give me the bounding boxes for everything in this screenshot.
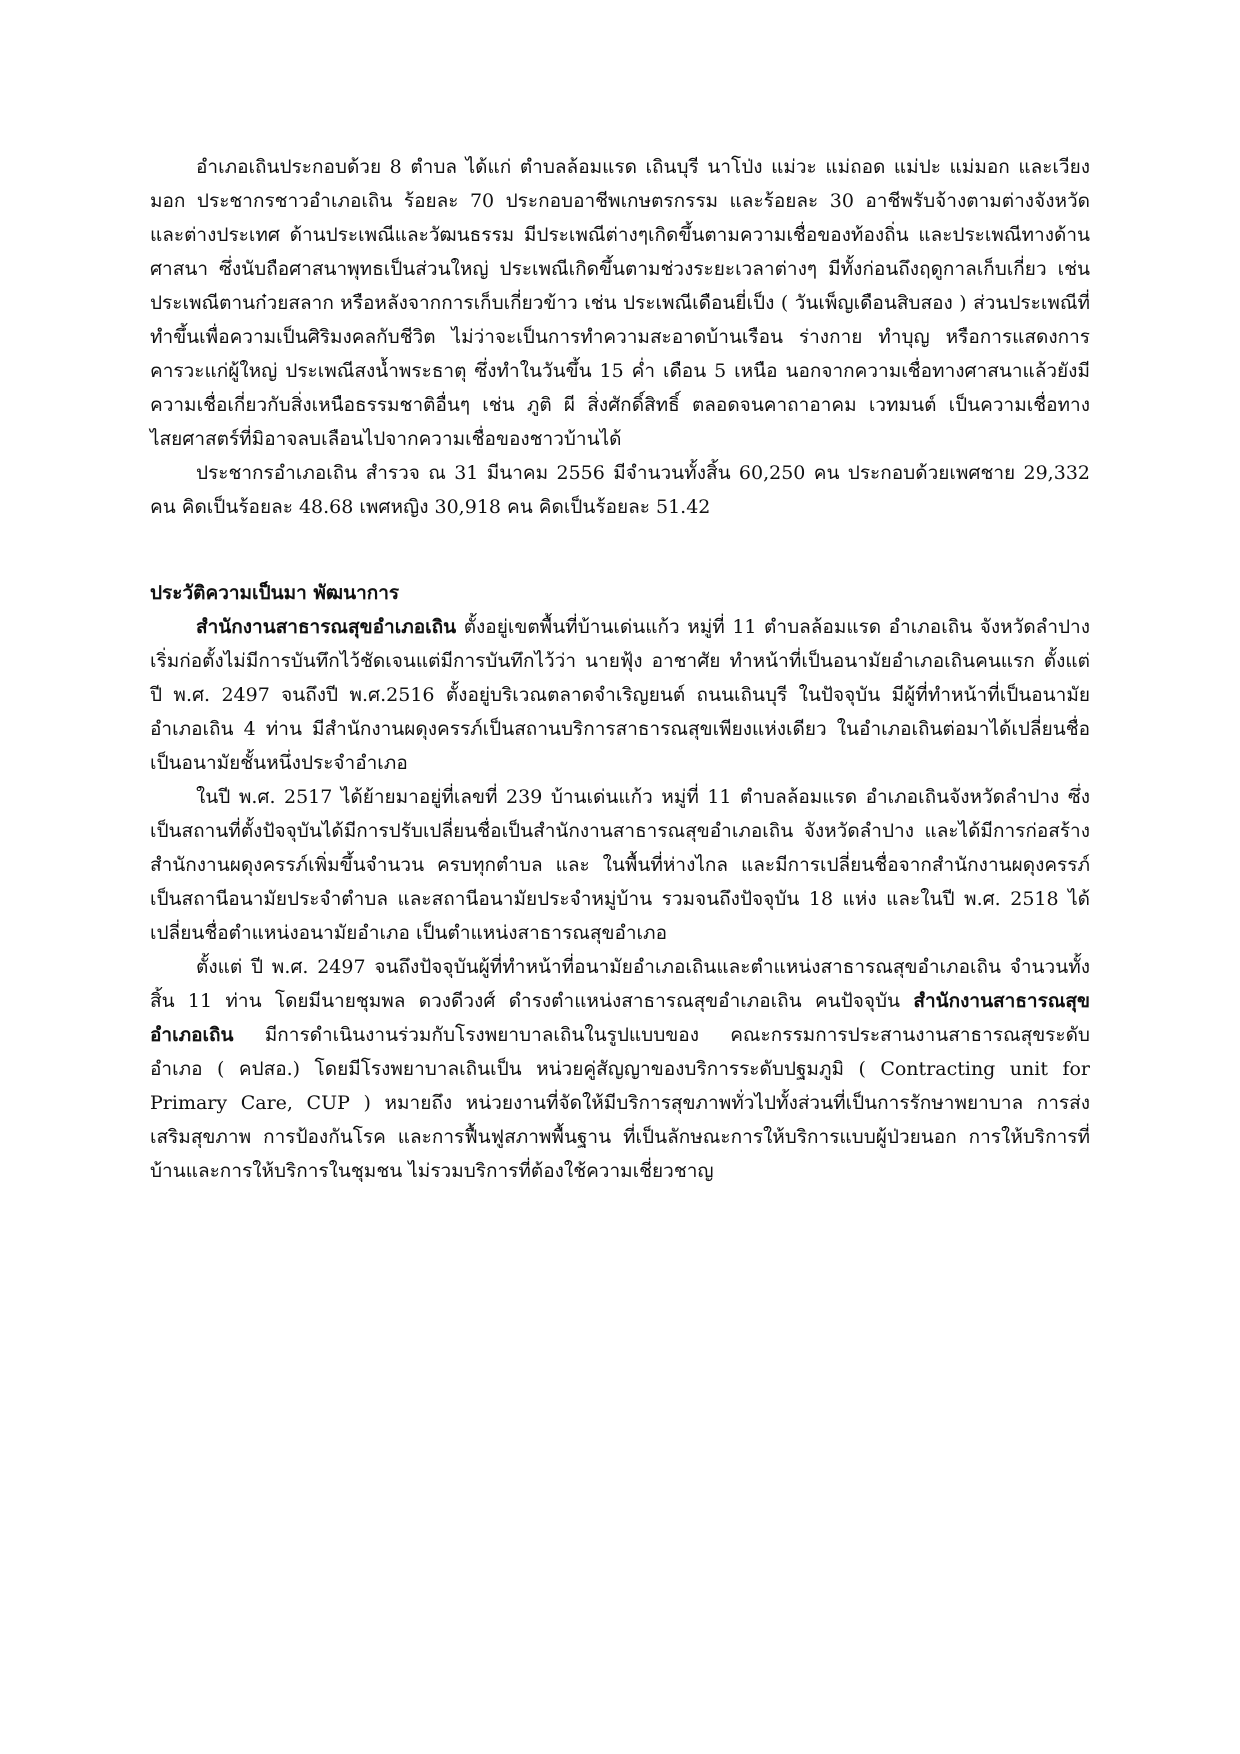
paragraph-relocation: ในปี พ.ศ. 2517 ได้ย้ายมาอยู่ที่เลขที่ 239 บ้านเด่นแก้ว หมู่ที่ 11 ตำบลล้อมแรด อำเภอเถินจังหวัดลำปาง ซึ่งเป็นสถานที่ตั้งปัจจุบันได้มีการปรับเปลี่ยนชื่อเป็นสำนักงานสาธารณสุขอำเภอเถิน จังหวัดลำปาง และได้มีการก่อสร้างสำนักงานผดุงครรภ์เพิ่มขึ้นจำนวน ครบทุกตำบล และ ในพื้นที่ห่างไกล และมีการเปลี่ยนชื่อจากสำนักงานผดุงครรภ์เป็นสถานีอนามัยประจำตำบล และสถานีอนามัยประจำหมู่บ้าน รวมจนถึงปัจจุบัน 18 แห่ง และในปี พ.ศ. 2518 ได้เปลี่ยนชื่อตำแหน่งอนามัยอำเภอ เป็นตำแหน่งสาธารณสุขอำเภอ [150,786,1090,944]
paragraph-current-operation-intro: ตั้งแต่ ปี พ.ศ. 2497 จนถึงปัจจุบันผู้ที่ทำหน้าที่อนามัยอำเภอเถินและตำแหน่งสาธารณสุขอำเภอเถิน จำนวนทั้งสิ้น 11 ท่าน โดยมีนายชุมพล ดวงดีวงศ์ ดำรงตำแหน่งสาธารณสุขอำเภอเถิน คนปัจจุบัน [150,956,1090,1012]
office-name-bold-2: สำนักงานสาธารณสุขอำเภอเถิน [150,990,1090,1046]
paragraph-population: ประชากรอำเภอเถิน สำรวจ ณ 31 มีนาคม 2556 มีจำนวนทั้งสิ้น 60,250 คน ประกอบด้วยเพศชาย 29,332 คน คิดเป็นร้อยละ 48.68 เพศหญิง 30,918 คน คิดเป็นร้อยละ 51.42 [150,462,1090,518]
paragraph-current-operation [150,950,1090,1188]
document-page [150,150,1090,1188]
paragraph-current-operation-text: มีการดำเนินงานร่วมกับโรงพยาบาลเถินในรูปแบบของ คณะกรรมการประสานงานสาธารณสุขระดับอำเภอ ( คปสอ.) โดยมีโรงพยาบาลเถินเป็น หน่วยคู่สัญญาของบริการระดับปฐมภูมิ ( Contracting unit for Primary Care, CUP ) หมายถึง หน่วยงานที่จัดให้มีบริการสุขภาพทั่วไปทั้งส่วนที่เป็นการรักษาพยาบาล การส่งเสริมสุขภาพ การป้องกันโรค และการฟื้นฟูสภาพพื้นฐาน ที่เป็นลักษณะการให้บริการแบบผู้ป่วยนอก การให้บริการที่บ้านและการให้บริการในชุมชน ไม่รวมบริการที่ต้องใช้ความเชี่ยวชาญ [150,1024,1090,1182]
office-name-bold: สำนักงานสาธารณสุขอำเภอเถิน [196,616,457,638]
paragraph-office-founding-text: ตั้งอยู่เขตพื้นที่บ้านเด่นแก้ว หมู่ที่ 11 ตำบลล้อมแรด อำเภอเถิน จังหวัดลำปาง เริ่มก่อตั้งไม่มีการบันทึกไว้ชัดเจนแต่มีการบันทึกไว้ว่า นายฟุ้ง อาชาศัย ทำหน้าที่เป็นอนามัยอำเภอเถินคนแรก ตั้งแต่ปี พ.ศ. 2497 จนถึงปี พ.ศ.2516 ตั้งอยู่บริเวณตลาดจำเริญยนต์ ถนนเถินบุรี ในปัจจุบัน มีผู้ที่ทำหน้าที่เป็นอนามัยอำเภอเถิน 4 ท่าน มีสำนักงานผดุงครรภ์เป็นสถานบริการสาธารณสุขเพียงแห่งเดียว ในอำเภอเถินต่อมาได้เปลี่ยนชื่อเป็นอนามัยชั้นหนึ่งประจำอำเภอ [150,616,1090,774]
paragraph-office-founding [150,610,1090,780]
section-heading-history: ประวัติความเป็นมา พัฒนาการ [150,582,400,604]
paragraph-district-overview: อำเภอเถินประกอบด้วย 8 ตำบล ได้แก่ ตำบลล้อมแรด เถินบุรี นาโป่ง แม่วะ แม่ถอด แม่ปะ แม่มอก และเวียงมอก ประชากรชาวอำเภอเถิน ร้อยละ 70 ประกอบอาชีพเกษตรกรรม และร้อยละ 30 อาชีพรับจ้างตามต่างจังหวัด และต่างประเทศ ด้านประเพณีและวัฒนธรรม มีประเพณีต่างๆเกิดขึ้นตามความเชื่อของท้องถิ่น และประเพณีทางด้านศาสนา ซึ่งนับถือศาสนาพุทธเป็นส่วนใหญ่ ประเพณีเกิดขึ้นตามช่วงระยะเวลาต่างๆ มีทั้งก่อนถึงฤดูกาลเก็บเกี่ยว เช่น ประเพณีตานก๋วยสลาก หรือหลังจากการเก็บเกี่ยวข้าว เช่น ประเพณีเดือนยี่เป็ง ( วันเพ็ญเดือนสิบสอง ) ส่วนประเพณีที่ทำขึ้นเพื่อความเป็นศิริมงคลกับชีวิต ไม่ว่าจะเป็นการทำความสะอาดบ้านเรือน ร่างกาย ทำบุญ หรือการแสดงการคารวะแก่ผู้ใหญ่ ประเพณีสงน้ำพระธาตุ ซึ่งทำในวันขึ้น 15 ค่ำ เดือน 5 เหนือ นอกจากความเชื่อทางศาสนาแล้วยังมีความเชื่อเกี่ยวกับสิ่งเหนือธรรมชาติอื่นๆ เช่น ภูติ ผี สิ่งศักดิ์สิทธิ์ ตลอดจนคาถาอาคม เวทมนต์ เป็นความเชื่อทางไสยศาสตร์ที่มิอาจลบเลือนไปจากความเชื่อของชาวบ้านได้ [150,156,1091,450]
